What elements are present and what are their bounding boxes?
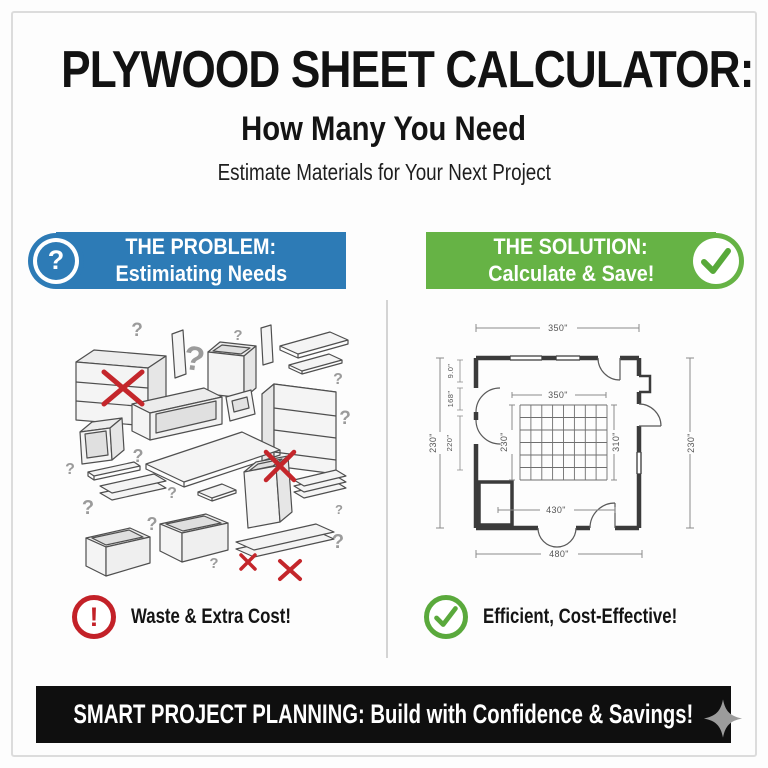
sparkle-diamond-icon bbox=[703, 696, 743, 741]
floorplan-dimension-labels bbox=[428, 323, 696, 559]
page-subtitle: How Many You Need bbox=[241, 110, 527, 148]
check-circle-icon bbox=[424, 595, 468, 639]
question-mark-icon: ? bbox=[37, 242, 75, 280]
page-title: PLYWOOD SHEET CALCULATOR: bbox=[61, 41, 754, 99]
check-badge bbox=[688, 233, 744, 289]
svg-text:?: ? bbox=[339, 408, 351, 429]
dimension-label: 230" bbox=[428, 433, 438, 453]
solution-banner bbox=[426, 232, 716, 289]
floorplan-grid bbox=[520, 405, 607, 480]
wall-pier bbox=[639, 376, 650, 392]
check-icon bbox=[694, 239, 738, 283]
svg-text:?: ? bbox=[132, 446, 144, 466]
header bbox=[0, 41, 768, 185]
dimension-label: 168" bbox=[446, 390, 455, 408]
svg-text:?: ? bbox=[167, 485, 177, 502]
dimension-label: 350" bbox=[548, 390, 568, 400]
svg-text:?: ? bbox=[181, 338, 208, 380]
problem-caption bbox=[72, 594, 331, 640]
page-tagline: Estimate Materials for Your Next Project bbox=[217, 159, 551, 185]
closet bbox=[479, 482, 512, 525]
problem-banner-title: THE PROBLEM: bbox=[125, 234, 277, 260]
footer-banner bbox=[36, 686, 731, 743]
dimension-label: 310" bbox=[611, 432, 621, 452]
exclamation-circle-icon: ! bbox=[72, 595, 116, 639]
solution-floorplan bbox=[422, 302, 742, 587]
dimension-label: 9.0" bbox=[446, 363, 455, 379]
svg-text:?: ? bbox=[331, 531, 345, 553]
dimension-label: 230" bbox=[686, 433, 696, 453]
svg-text:?: ? bbox=[146, 514, 158, 534]
question-badge bbox=[28, 233, 84, 289]
solution-banner-subtitle: Calculate & Save! bbox=[487, 260, 655, 286]
svg-text:?: ? bbox=[335, 502, 343, 517]
problem-caption-text: Waste & Extra Cost! bbox=[131, 605, 291, 628]
solution-banner-title: THE SOLUTION: bbox=[493, 234, 648, 260]
dimension-label: 220" bbox=[445, 434, 454, 452]
column-divider bbox=[386, 300, 388, 658]
dimension-label: 230" bbox=[499, 432, 509, 452]
solution-caption-text: Efficient, Cost-Effective! bbox=[483, 605, 678, 628]
svg-text:?: ? bbox=[333, 371, 343, 388]
problem-banner-subtitle: Estimiating Needs bbox=[115, 260, 287, 286]
floorplan-windows bbox=[510, 356, 641, 474]
dimension-label: 480" bbox=[549, 549, 569, 559]
problem-banner bbox=[47, 232, 346, 289]
svg-text:?: ? bbox=[131, 320, 143, 341]
svg-text:?: ? bbox=[81, 497, 95, 519]
footer-banner-text: SMART PROJECT PLANNING: Build with Confidence & Savings! bbox=[73, 699, 694, 729]
solution-caption bbox=[424, 594, 726, 640]
furniture-sketch bbox=[76, 325, 348, 576]
svg-text:?: ? bbox=[233, 327, 243, 344]
check-icon bbox=[429, 599, 463, 635]
svg-text:?: ? bbox=[209, 555, 219, 572]
problem-illustration bbox=[42, 300, 362, 585]
svg-text:?: ? bbox=[65, 461, 75, 478]
dimension-label: 350" bbox=[548, 323, 568, 333]
dimension-label: 430" bbox=[546, 505, 566, 515]
